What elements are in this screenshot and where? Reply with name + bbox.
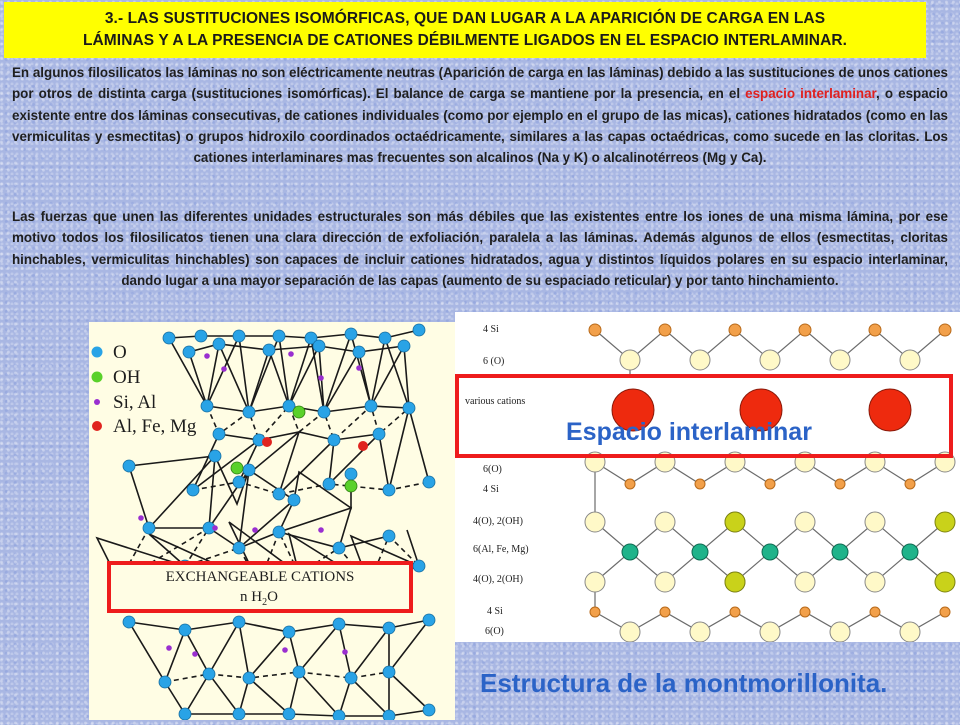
label-various-cations: various cations xyxy=(465,396,526,407)
montmorillonite-diagram xyxy=(455,312,960,642)
hydroxyl-positions xyxy=(935,512,955,592)
label-4si-bot: 4 Si xyxy=(487,606,503,617)
octahedral-cations xyxy=(622,544,918,560)
label-o-oh-2: 4(O), 2(OH) xyxy=(473,574,523,585)
label-6o-mid: 6(O) xyxy=(483,464,502,475)
paragraph1-before: En algunos filosilicatos las láminas no son eléctricamente neutras (Aparición de carga en las láminas) debido a las sustituciones de unos cationes por otros de distinta carga (sustituciones isomórficas). El balance de carga se mantiene por la presencia, en el xyxy=(12,65,948,102)
label-6o-bot: 6(O) xyxy=(485,626,504,637)
paragraph-charge xyxy=(12,62,948,168)
paragraph-forces: Las fuerzas que unen las diferentes unidades estructurales son más débiles que las existentes entre los iones de una misma lámina, por ese motivo todos los filosilicatos tienen una clara dirección de exfoliación, paralela a las láminas. Además algunos de ellos (esmectitas, cloritas hinchables, vermiculitas hinchables) son capaces de incluir cationes hidratados, agua y distintos líquidos polares en su espacio interlaminar, dando lugar a una mayor separación de las capas (aumento de su espaciado reticular) y por tanto hinchamiento. xyxy=(12,209,948,288)
legend-si-al-icon xyxy=(94,399,100,405)
figure-caption: Estructura de la montmorillonita. xyxy=(480,668,888,698)
exchangeable-cations-label: EXCHANGEABLE CATIONS xyxy=(165,569,355,585)
water-n: n H xyxy=(240,589,263,605)
oh-atoms xyxy=(725,512,745,592)
oxygen-atoms xyxy=(113,324,435,720)
title-line-1: 3.- LAS SUSTITUCIONES ISOMÓRFICAS, QUE DAN LUGAR A LA APARICIÓN DE CARGA EN LAS xyxy=(104,10,826,27)
legend-al-fe-mg-icon xyxy=(92,421,102,431)
legend-label-al-fe-mg: Al, Fe, Mg xyxy=(113,416,197,437)
paragraph1-after: , o espacio existente entre dos láminas consecutivas, de cationes individuales (como por ejemplo en el grupo de las micas), cationes hidratados (como en las vermiculitas y esmectitas) o grupos hidroxilo coordinados octaédricamente, similares a las capas octaédricas, como sucede en las cloritas. Los cationes interlaminares mas frecuentes son alcalinos (Na y K) o alcalinotérreos (Mg y Ca). xyxy=(12,86,948,166)
legend-hydroxyl-icon xyxy=(92,372,103,383)
layered-structure-diagram xyxy=(89,322,455,720)
legend-label-o: O xyxy=(113,342,127,363)
label-6o-top: 6 (O) xyxy=(483,356,505,367)
water-subscript: 2 xyxy=(262,597,268,608)
legend-label-oh: OH xyxy=(113,367,141,388)
montmorillonite-drawing xyxy=(455,312,960,642)
title-line-2: LÁMINAS Y A LA PRESENCIA DE CATIONES DÉBILMENTE LIGADOS EN EL ESPACIO INTERLAMINAR. xyxy=(82,32,848,49)
label-al-fe-mg: 6(Al, Fe, Mg) xyxy=(473,544,529,555)
top-si-atoms xyxy=(589,324,951,336)
top-oxygen-atoms xyxy=(620,350,920,370)
highlight-espacio-interlaminar: espacio interlaminar xyxy=(745,86,877,102)
label-4si-mid: 4 Si xyxy=(483,484,499,495)
legend-oxygen-icon xyxy=(92,347,103,358)
espacio-interlaminar-label: Espacio interlaminar xyxy=(566,418,812,446)
slide-title xyxy=(4,2,926,58)
legend xyxy=(92,342,197,437)
legend-label-si-al: Si, Al xyxy=(113,392,157,413)
structure-drawing xyxy=(89,322,455,720)
label-4si-top: 4 Si xyxy=(483,324,499,335)
water-o: O xyxy=(267,589,278,605)
label-o-oh-1: 4(O), 2(OH) xyxy=(473,516,523,527)
